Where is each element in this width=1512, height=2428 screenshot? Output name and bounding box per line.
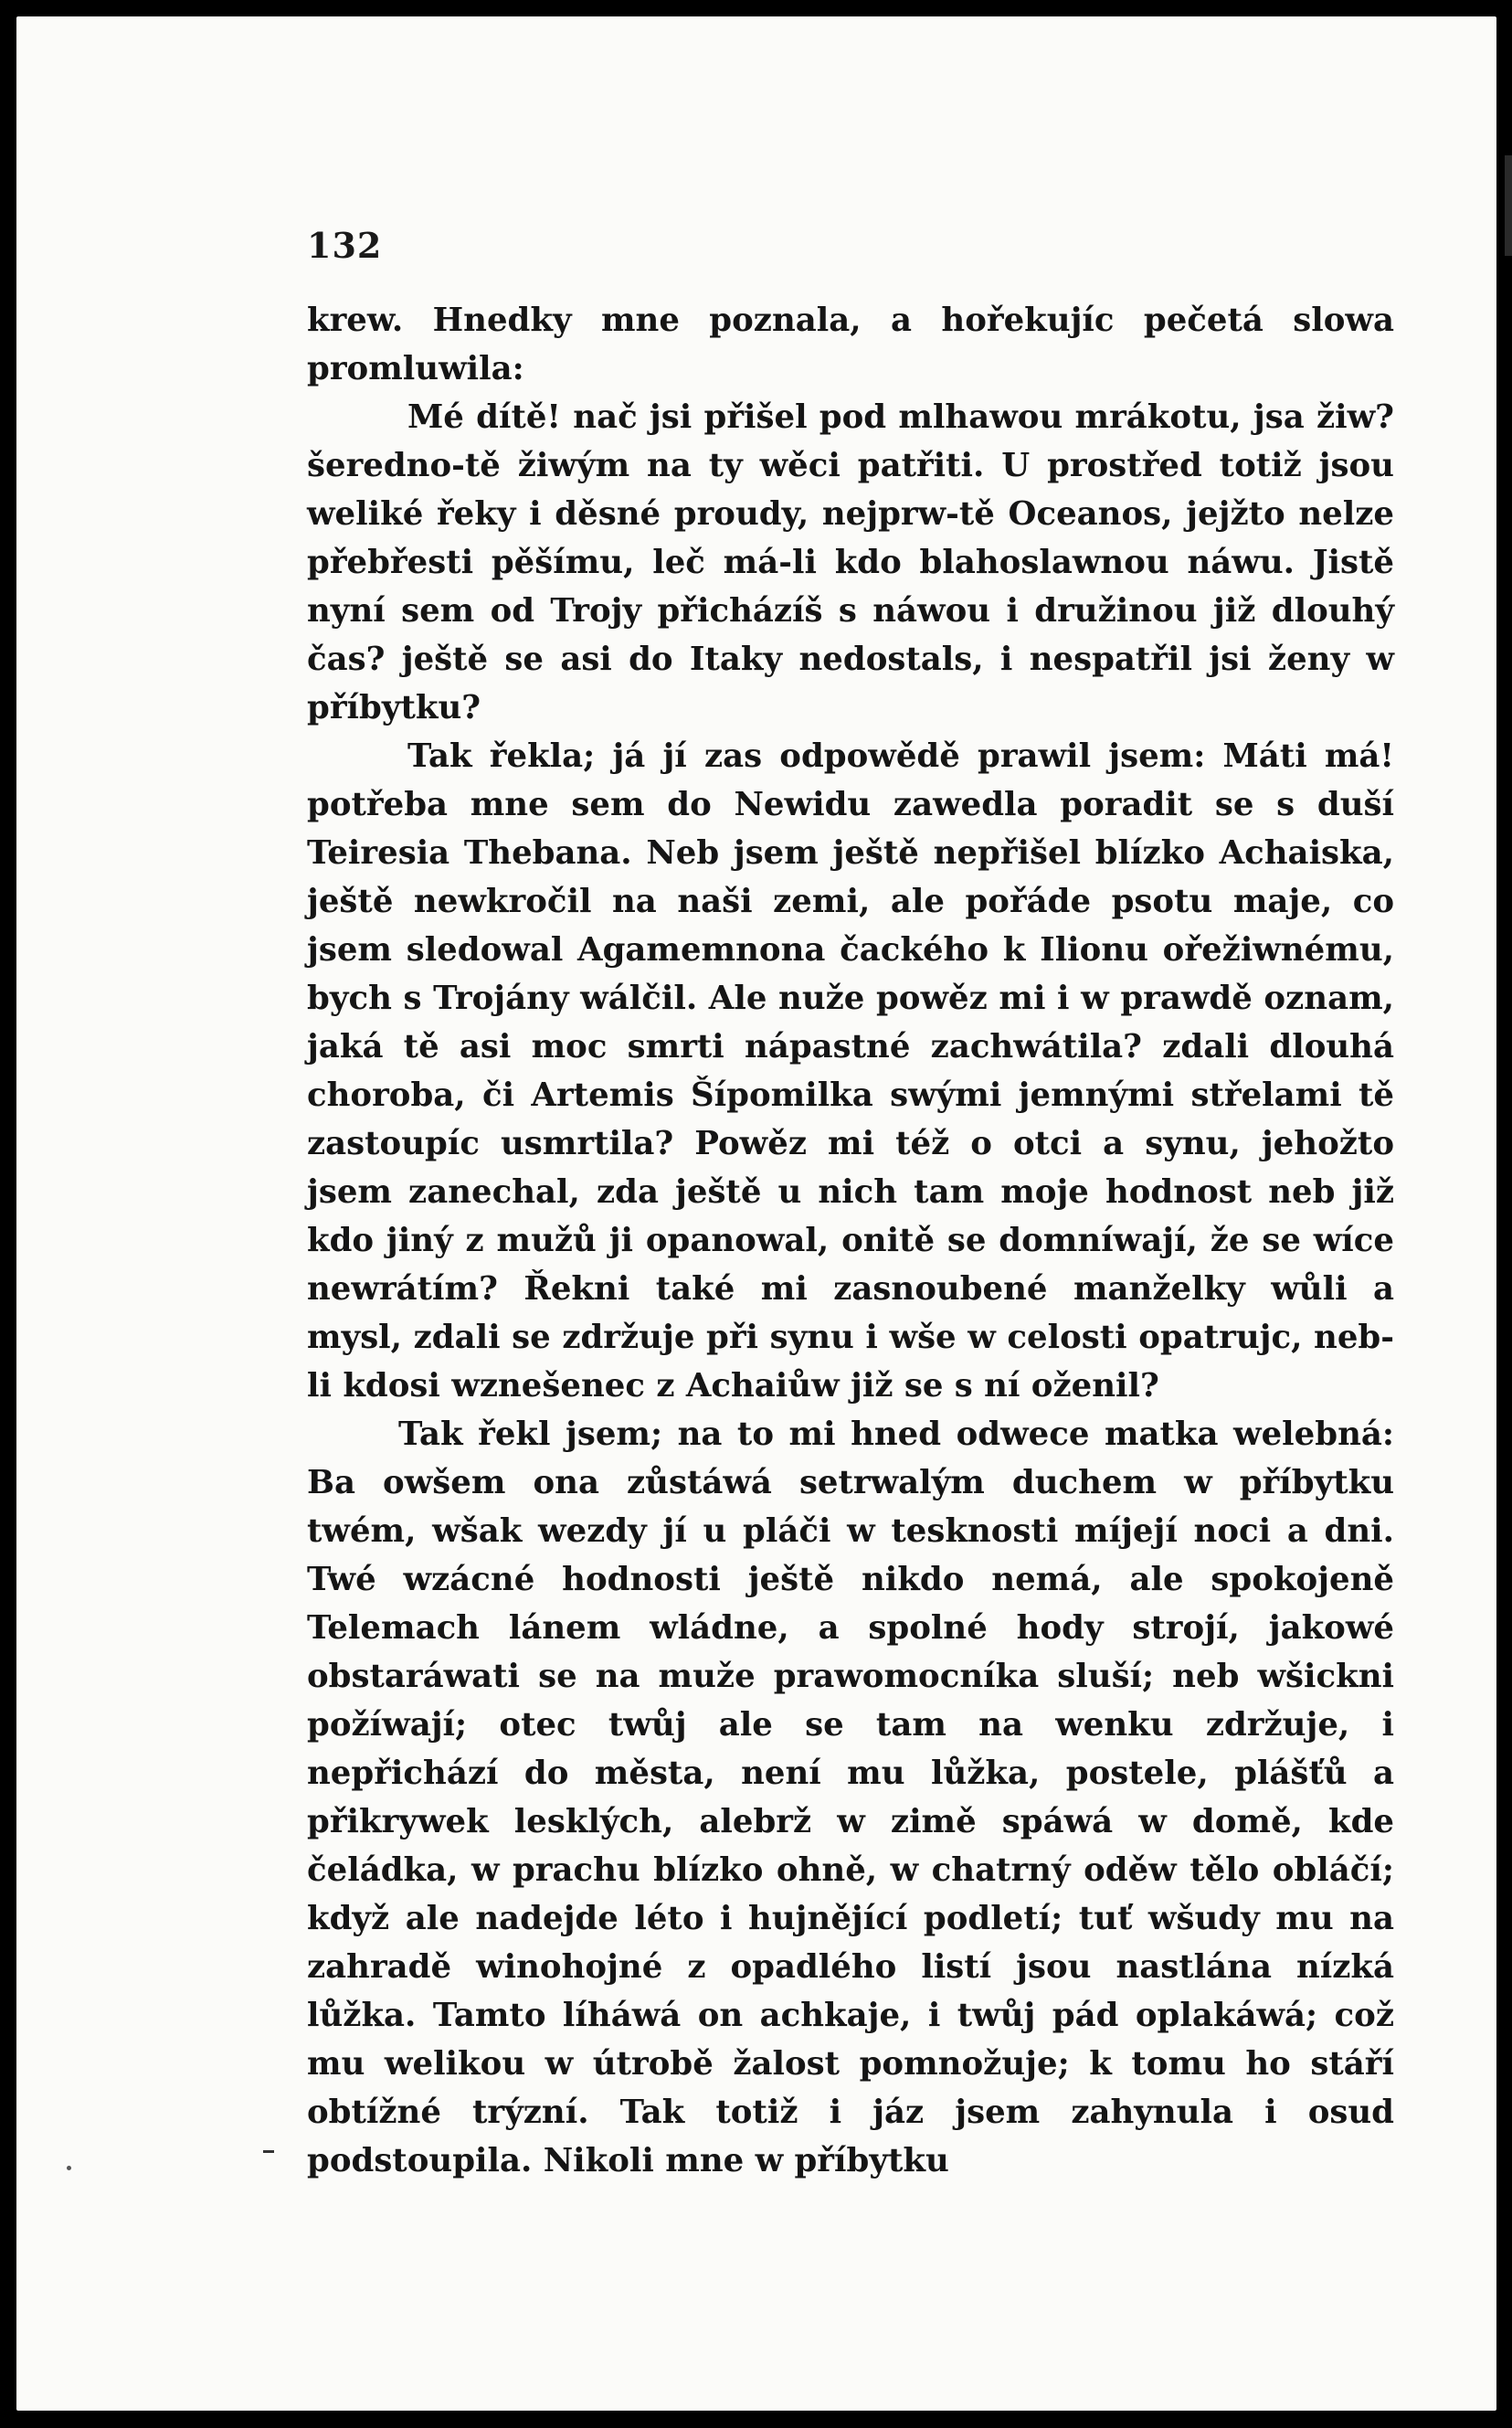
margin-dot [67, 2166, 71, 2170]
paragraph-2: Mé dítě! nač jsi přišel pod mlhawou mrákotu, jsa žiw? šeredno-tě žiwým na ty wěci patřiti. U prostřed totiž jsou weliké řeky i děsné proudy, nejprw-tě Oceanos, jejžto nelze přebřesti pěšímu, leč má-li kdo blahoslawnou náwu. Jistě nyní sem od Trojy přicházíš s náwou i družinou již dlouhý čas? ještě se asi do Itaky nedostals, i nespatřil jsi ženy w příbytku? [307, 398, 1394, 726]
paragraph-1: krew. Hnedky mne poznala, a hořekujíc pečetá slowa promluwila: [307, 302, 1394, 387]
body-text [307, 296, 1394, 2185]
margin-mark [263, 2150, 274, 2153]
paragraph-3: Tak řekla; já jí zas odpowědě prawil jsem: Máti má! potřeba mne sem do Newidu zawedla poradit se s duší Teiresia Thebana. Neb jsem ještě nepřišel blízko Achaiska, ještě newkročil na naši zemi, ale pořáde psotu maje, co jsem sledowal Agamemnona čackého k Ilionu ořežiwnému, bych s Trojány wálčil. Ale nuže powěz mi i w prawdě oznam, jaká tě asi moc smrti nápastné zachwátila? zdali dlouhá choroba, či Artemis Šípomilka swými jemnými střelami tě zastoupíc usmrtila? Powěz mi též o otci a synu, jehožto jsem zanechal, zda ještě u nich tam moje hodnost neb již kdo jiný z mužů ji opanowal, onitě se domníwají, že se wíce newrátím? Řekni také mi zasnoubené manželky wůli a mysl, zdali se zdržuje při synu i wše w celosti opatrujc, neb-li kdosi wznešenec z Achaiůw již se s ní oženil? [307, 737, 1394, 1405]
paragraph-4: Tak řekl jsem; na to mi hned odwece matka welebná: Ba owšem ona zůstáwá setrwalým duchem w příbytku twém, wšak wezdy jí u pláči w tesknosti míjejí noci a dni. Twé wzácné hodnosti ještě nikdo nemá, ale spokojeně Telemach lánem wládne, a spolné hody strojí, jakowé obstaráwati se na muže prawomocníka sluší; neb wšickni požíwají; otec twůj ale se tam na wenku zdržuje, i nepřichází do města, není mu lůžka, postele, plášťů a přikrywek lesklých, alebrž w zimě spáwá w domě, kde čeládka, w prachu blízko ohně, w chatrný oděw tělo obláčí; když ale nadejde léto i hujnějící podletí; tuť wšudy mu na zahradě winohojné z opadlého listí jsou nastlána nízká lůžka. Tamto líháwá on achkaje, i twůj pád oplakáwá; což mu welikou w útrobě žalost pomnožuje; k tomu ho stáří obtížné trýzní. Tak totiž i jáz jsem zahynula i osud podstoupila. Nikoli mne w příbytku [307, 1415, 1394, 2179]
book-page [16, 16, 1496, 2411]
page-number: 132 [307, 225, 383, 266]
scan-edge-shadow [1505, 155, 1512, 256]
